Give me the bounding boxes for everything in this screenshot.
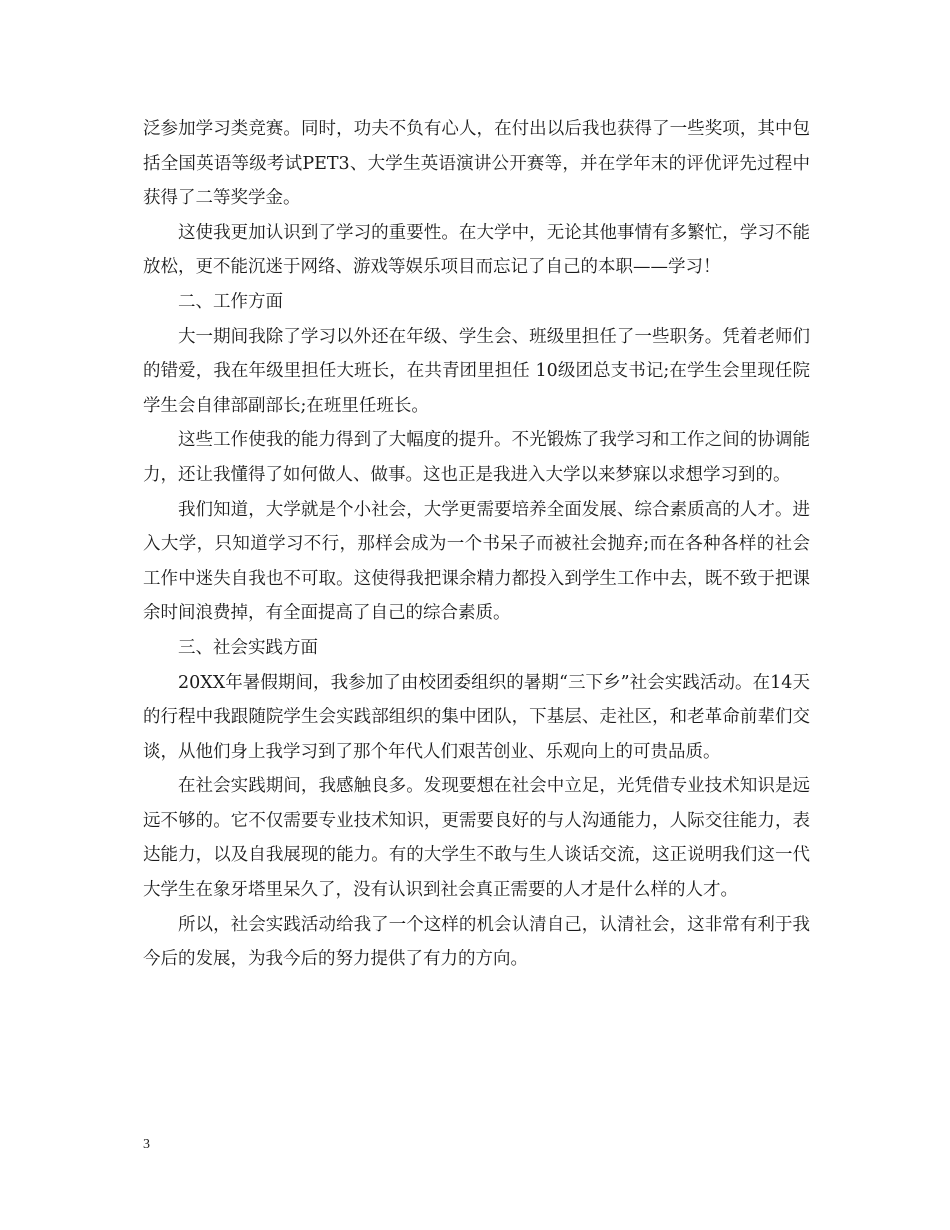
paragraph-continued: 泛参加学习类竞赛。同时，功夫不负有心人，在付出以后我也获得了一些奖项，其中包括全国英语等级考试PET3、大学生英语演讲公开赛等，并在学年末的评优评先过程中获得了二等奖学金。 — [143, 119, 810, 209]
paragraph: 这些工作使我的能力得到了大幅度的提升。不光锻炼了我学习和工作之间的协调能力，还让我懂得了如何做人、做事。这也正是我进入大学以来梦寐以求想学习到的。 — [143, 430, 810, 485]
paragraph: 这使我更加认识到了学习的重要性。在大学中，无论其他事情有多繁忙，学习不能放松，更不能沉迷于网络、游戏等娱乐项目而忘记了自己的本职——学习！ — [143, 222, 810, 278]
page-number: 3 — [143, 1137, 150, 1152]
paragraph: 大一期间我除了学习以外还在年级、学生会、班级里担任了一些职务。凭着老师们的错爱，我在年级里担任大班长，在共青团里担任 10级团总支书记;在学生会里现任院学生会自律部副部长;在班里任班长。 — [143, 326, 810, 416]
section-heading-work: 二、工作方面 — [178, 291, 283, 312]
document-body — [143, 112, 810, 977]
section-heading-social-practice: 三、社会实践方面 — [178, 637, 318, 658]
paragraph: 在社会实践期间，我感触良多。发现要想在社会中立足，光凭借专业技术知识是远远不够的。它不仅需要专业技术知识，更需要良好的与人沟通能力，人际交往能力，表达能力，以及自我展现的能力。有的大学生不敢与生人谈话交流，这正说明我们这一代大学生在象牙塔里呆久了，没有认识到社会真正需要的人才是什么样的人才。 — [143, 776, 810, 901]
paragraph: 所以，社会实践活动给我了一个这样的机会认清自己，认清社会，这非常有利于我今后的发展，为我今后的努力提供了有力的方向。 — [143, 914, 810, 970]
paragraph: 20XX年暑假期间，我参加了由校团委组织的暑期“三下乡”社会实践活动。在14天的行程中我跟随院学生会实践部组织的集中团队，下基层、走社区，和老革命前辈们交谈，从他们身上我学习到了那个年代人们艰苦创业、乐观向上的可贵品质。 — [143, 672, 810, 762]
paragraph: 我们知道，大学就是个小社会，大学更需要培养全面发展、综合素质高的人才。进入大学，只知道学习不行，那样会成为一个书呆子而被社会抛弃;而在各种各样的社会工作中迷失自我也不可取。这使得我把课余精力都投入到学生工作中去，既不致于把课余时间浪费掉，有全面提高了自己的综合素质。 — [143, 499, 810, 624]
